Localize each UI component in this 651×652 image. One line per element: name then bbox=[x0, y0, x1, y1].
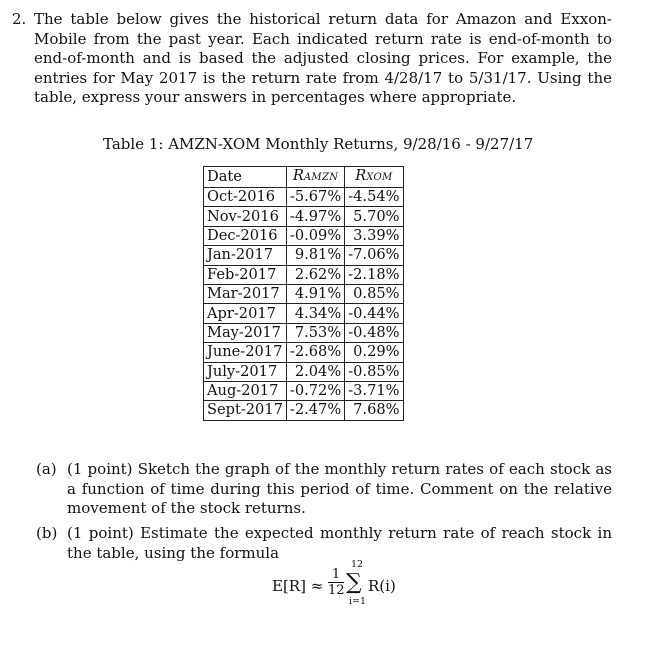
table-row bbox=[204, 207, 404, 226]
xom-return-cell: -7.06% bbox=[345, 246, 403, 265]
date-cell: June-2017 bbox=[204, 343, 287, 362]
summation-sign: ∑ bbox=[346, 570, 362, 595]
table-row bbox=[204, 226, 404, 245]
part-a-label: (a) bbox=[36, 460, 57, 478]
table-row bbox=[204, 188, 404, 207]
header-amzn-sub: AMZN bbox=[303, 172, 339, 183]
amzn-return-cell: -2.68% bbox=[286, 343, 344, 362]
part-b-label: (b) bbox=[36, 524, 58, 542]
amzn-return-cell: -5.67% bbox=[286, 188, 344, 207]
part-a bbox=[36, 460, 612, 519]
amzn-return-cell: 2.04% bbox=[286, 362, 344, 381]
xom-return-cell: -2.18% bbox=[345, 265, 403, 284]
problem-number: 2. bbox=[12, 10, 27, 28]
amzn-return-cell: 4.91% bbox=[286, 284, 344, 303]
date-cell: Jan-2017 bbox=[204, 246, 287, 265]
sum-upper-limit: 12 bbox=[351, 559, 364, 570]
date-cell: Feb-2017 bbox=[204, 265, 287, 284]
table-row bbox=[204, 401, 404, 420]
formula-numerator: 1 bbox=[331, 567, 341, 582]
table-row bbox=[204, 246, 404, 265]
table-row bbox=[204, 343, 404, 362]
table-row bbox=[204, 304, 404, 323]
date-cell: May-2017 bbox=[204, 323, 287, 342]
date-cell: Apr-2017 bbox=[204, 304, 287, 323]
part-b bbox=[36, 524, 612, 563]
xom-return-cell: -0.48% bbox=[345, 323, 403, 342]
date-cell: Nov-2016 bbox=[204, 207, 287, 226]
amzn-return-cell: 9.81% bbox=[286, 246, 344, 265]
amzn-return-cell: -2.47% bbox=[286, 401, 344, 420]
xom-return-cell: 7.68% bbox=[345, 401, 403, 420]
date-cell: Oct-2016 bbox=[204, 188, 287, 207]
table-header-row bbox=[204, 167, 404, 188]
amzn-return-cell: -4.97% bbox=[286, 207, 344, 226]
sum-lower-limit: i=1 bbox=[349, 596, 367, 607]
table-row bbox=[204, 323, 404, 342]
formula-lhs: E[R] ≈ bbox=[272, 577, 324, 595]
header-amzn bbox=[286, 167, 344, 188]
amzn-return-cell: 2.62% bbox=[286, 265, 344, 284]
header-xom-r: R bbox=[355, 167, 367, 184]
table-row bbox=[204, 284, 404, 303]
formula-denominator: 12 bbox=[328, 583, 345, 598]
problem-2 bbox=[12, 10, 612, 108]
xom-return-cell: 0.85% bbox=[345, 284, 403, 303]
header-xom-sub: XOM bbox=[366, 172, 393, 183]
table-caption: Table 1: AMZN-XOM Monthly Returns, 9/28/16 - 9/27/17 bbox=[103, 135, 534, 153]
xom-return-cell: -3.71% bbox=[345, 381, 403, 400]
table-row bbox=[204, 265, 404, 284]
date-cell: Dec-2016 bbox=[204, 226, 287, 245]
xom-return-cell: -0.44% bbox=[345, 304, 403, 323]
part-b-text: (1 point) Estimate the expected monthly return rate of reach stock in the table, using the formula bbox=[67, 524, 612, 562]
formula-fraction bbox=[328, 567, 344, 598]
date-cell: Aug-2017 bbox=[204, 381, 287, 400]
date-cell: Sept-2017 bbox=[204, 401, 287, 420]
table-row bbox=[204, 362, 404, 381]
formula-rhs: R(i) bbox=[368, 577, 396, 595]
xom-return-cell: -4.54% bbox=[345, 188, 403, 207]
date-cell: July-2017 bbox=[204, 362, 287, 381]
returns-table bbox=[203, 166, 404, 421]
amzn-return-cell: -0.09% bbox=[286, 226, 344, 245]
xom-return-cell: 5.70% bbox=[345, 207, 403, 226]
header-amzn-r: R bbox=[292, 167, 304, 184]
amzn-return-cell: -0.72% bbox=[286, 381, 344, 400]
amzn-return-cell: 4.34% bbox=[286, 304, 344, 323]
xom-return-cell: 3.39% bbox=[345, 226, 403, 245]
xom-return-cell: 0.29% bbox=[345, 343, 403, 362]
date-cell: Mar-2017 bbox=[204, 284, 287, 303]
header-xom bbox=[345, 167, 403, 188]
table-row bbox=[204, 381, 404, 400]
amzn-return-cell: 7.53% bbox=[286, 323, 344, 342]
problem-text: The table below gives the historical return data for Amazon and Exxon-Mobile from the past year. Each indicated return rate is end-of-month to end-of-month and is based the adjusted closing prices. For example, the entries for May 2017 is the return rate from 4/28/17 to 5/31/17. Using the table, express your answers in percentages where appropriate. bbox=[34, 10, 612, 106]
part-a-text: (1 point) Sketch the graph of the monthly return rates of each stock as a function of time during this period of time. Comment on the relative movement of the stock returns. bbox=[67, 460, 612, 517]
xom-return-cell: -0.85% bbox=[345, 362, 403, 381]
header-date: Date bbox=[204, 167, 287, 188]
